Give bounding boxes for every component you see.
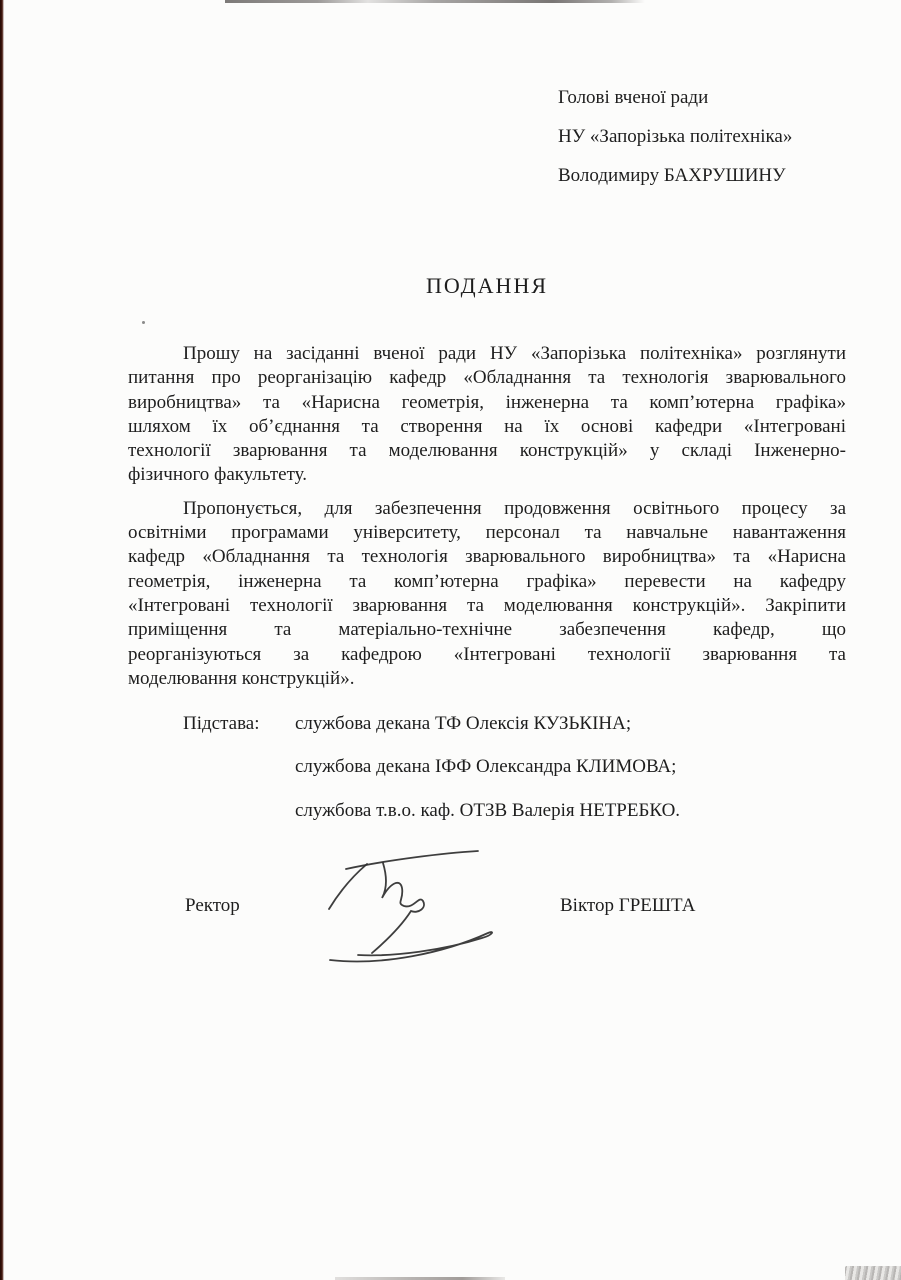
paragraph-line: «Інтегровані технології зварювання та моделювання конструкцій». Закріпити — [128, 594, 846, 616]
signature-name: Віктор ГРЕШТА — [560, 895, 696, 916]
paragraph — [128, 497, 846, 691]
paragraph-line: технології зварювання та моделювання конструкцій» у складі Інженерно- — [128, 440, 846, 462]
paragraph-line: Прошу на засіданні вченої ради НУ «Запорізька політехніка» розглянути — [183, 343, 846, 364]
recipient-line: Голові вченої ради — [558, 87, 709, 108]
basis-block — [128, 712, 846, 842]
paragraph — [128, 342, 846, 488]
signature-role-label: Ректор — [185, 895, 240, 916]
paragraph-line: геометрія, інженерна та комп’ютерна графіка» перевести на кафедру — [128, 570, 846, 592]
scan-speck-artifact — [142, 321, 145, 324]
basis-item: службова декана ІФФ Олександра КЛИМОВА; — [295, 756, 677, 778]
basis-item: службова т.в.о. каф. ОТЗВ Валерія НЕТРЕБКО. — [295, 799, 681, 821]
paragraph-line: освітніми програмами університету, персонал та навчальне навантаження — [128, 522, 846, 544]
paragraph-line: питання про реорганізацію кафедр «Обладнання та технологія зварювального — [128, 367, 846, 389]
basis-items — [295, 712, 846, 823]
basis-label: Підстава: — [183, 713, 260, 734]
scan-bottom-right-smudge — [845, 1266, 901, 1280]
basis-item: службова декана ТФ Олексія КУЗЬКІНА; — [295, 713, 632, 734]
paragraph-line: приміщення та матеріально-технічне забезпечення кафедр, що — [128, 619, 846, 641]
scan-top-edge-artifact — [225, 0, 645, 3]
paragraph-line: фізичного факультету. — [128, 464, 307, 486]
recipient-line: НУ «Запорізька політехніка» — [558, 126, 793, 147]
paragraph-line: реорганізуються за кафедрою «Інтегровані технології зварювання та — [128, 643, 846, 665]
paragraph-line: виробництва» та «Нарисна геометрія, інженерна та комп’ютерна графіка» — [128, 391, 846, 413]
recipient-block — [558, 78, 792, 195]
recipient-line: Володимиру БАХРУШИНУ — [558, 165, 786, 186]
document-body — [128, 342, 846, 700]
paragraph-line: кафедр «Обладнання та технологія зварювального виробництва» та «Нарисна — [128, 546, 846, 568]
handwritten-signature — [312, 845, 502, 975]
paragraph-line: шляхом їх об’єднання та створення на їх основі кафедри «Інтегровані — [128, 415, 846, 437]
document-title: ПОДАННЯ — [425, 273, 549, 298]
paragraph-line: моделювання конструкцій». — [128, 667, 355, 689]
scan-left-edge-artifact — [0, 0, 4, 1280]
paragraph-line: Пропонується, для забезпечення продовження освітнього процесу за — [183, 497, 846, 519]
